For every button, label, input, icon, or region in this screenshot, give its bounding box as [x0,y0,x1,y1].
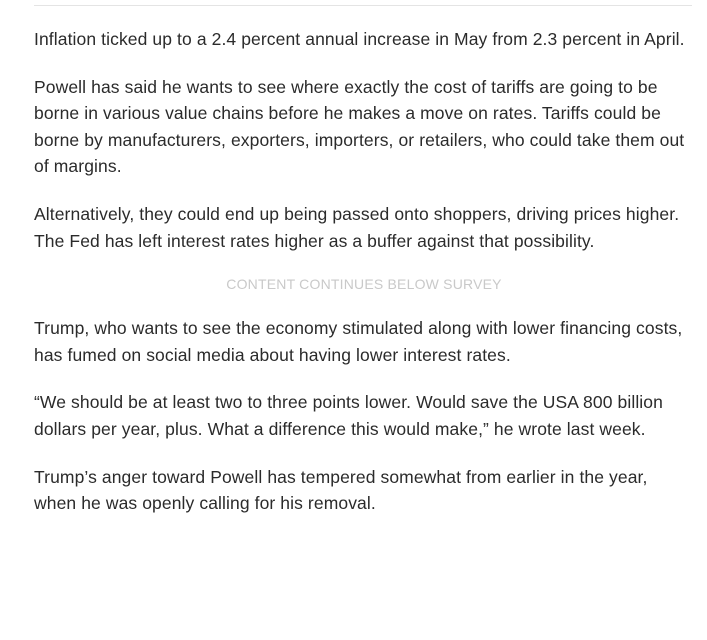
article-content [34,26,694,538]
survey-notice: CONTENT CONTINUES BELOW SURVEY [226,276,502,293]
top-divider [34,5,692,6]
article-paragraph-alternatively: Alternatively, they could end up being passed onto shoppers, driving prices higher. The Fed has left interest rates higher as a buffer against that possibility. [34,203,680,251]
article-paragraph-quote: “We should be at least two to three points lower. Would save the USA 800 billion dollars per year, plus. What a difference this would make,” he wrote last week. [34,392,663,439]
article-paragraph-inflation: Inflation ticked up to a 2.4 percent annual increase in May from 2.3 percent in April. [34,29,685,49]
article-paragraph-trump-anger: Trump’s anger toward Powell has tempered somewhat from earlier in the year, when he was openly calling for his removal. [34,466,648,514]
article-paragraph-powell-tariffs: Powell has said he wants to see where exactly the cost of tariffs are going to be borne in various value chains before he makes a move on rates. Tariffs could be borne by manufacturers, exporters, importers, or retailers, who could take them out of margins. [34,76,685,177]
article-paragraph-trump-fumed: Trump, who wants to see the economy stimulated along with lower financing costs, has fumed on social media about having lower interest rates. [34,318,683,365]
